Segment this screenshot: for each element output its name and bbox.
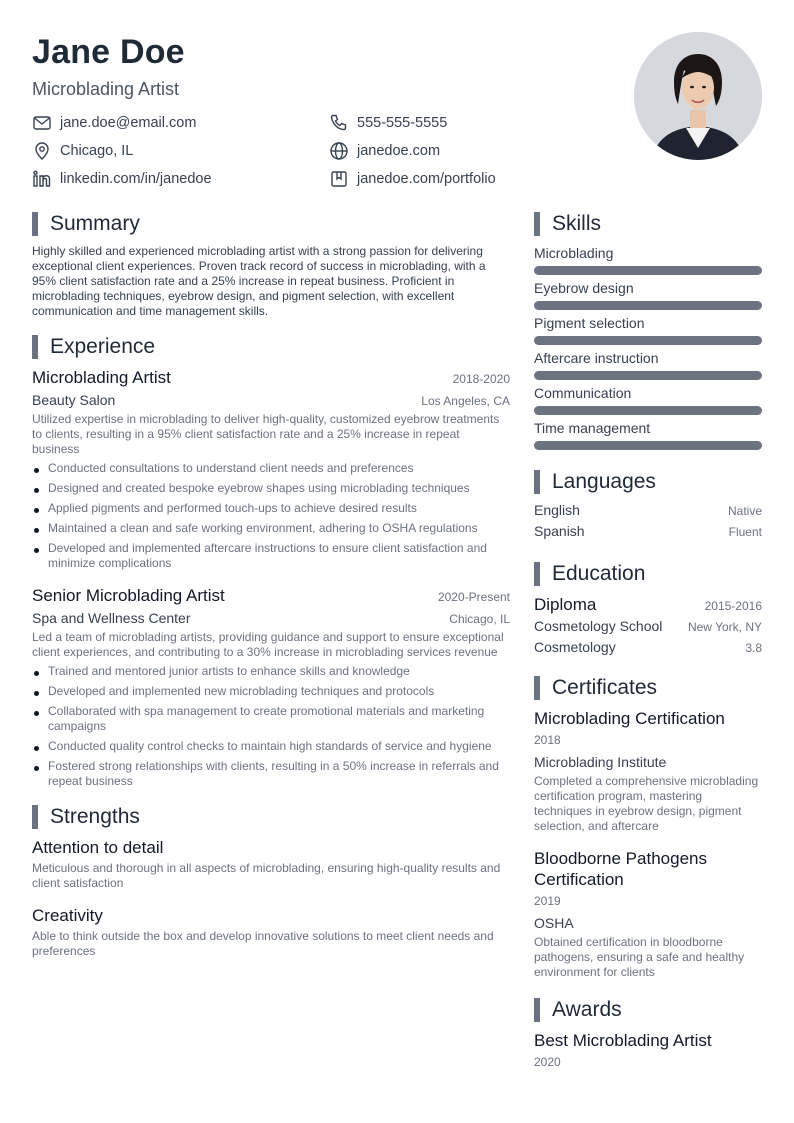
section-accent-bar <box>32 335 38 359</box>
strength-title: Creativity <box>32 906 103 925</box>
skill-item <box>534 384 762 415</box>
list-item: Collaborated with spa management to create promotional materials and marketing campaigns <box>32 704 510 734</box>
education-entry <box>534 594 762 658</box>
linkedin-icon <box>32 169 52 189</box>
job-dates: 2020-Present <box>437 590 510 604</box>
certificate-description: Completed a comprehensive microblading certification program, mastering techniques in eyebrow design, pigment selection, and aftercare <box>534 774 759 833</box>
list-item: Maintained a clean and safe working environment, adhering to OSHA regulations <box>32 521 510 536</box>
candidate-title: Microblading Artist <box>32 79 180 99</box>
contact-location <box>32 140 329 162</box>
job-bullets <box>32 461 510 571</box>
right-column <box>534 212 762 1070</box>
contact-website[interactable] <box>329 140 589 162</box>
skills-heading <box>534 212 762 236</box>
contact-phone[interactable] <box>329 112 589 134</box>
award-year: 2020 <box>534 1055 561 1069</box>
languages-heading-text: Languages <box>552 470 656 493</box>
language-row <box>534 502 762 523</box>
certificate-description: Obtained certification in bloodborne pathogens, ensuring a safe and healthy environment for clients <box>534 935 745 979</box>
strength-title: Attention to detail <box>32 838 164 857</box>
section-accent-bar <box>534 998 540 1022</box>
job-dates: 2018-2020 <box>452 372 510 386</box>
languages-list <box>534 502 762 544</box>
email-text: jane.doe@email.com <box>60 115 197 131</box>
left-column <box>32 212 510 959</box>
education-heading <box>534 562 762 586</box>
experience-heading <box>32 335 510 359</box>
strength-description: Meticulous and thorough in all aspects of microblading, ensuring high-quality results and client satisfaction <box>32 861 501 890</box>
list-item: Designed and created bespoke eyebrow shapes using microblading techniques <box>32 481 510 496</box>
skill-item <box>534 244 762 275</box>
contact-linkedin[interactable] <box>32 168 329 190</box>
award-title: Best Microblading Artist <box>534 1031 712 1050</box>
certificates-heading-text: Certificates <box>552 676 658 699</box>
experience-heading-text: Experience <box>50 335 156 358</box>
summary-text: Highly skilled and experienced microblading artist with a strong passion for delivering exceptional client experiences. Proven track record of success in microblading, with a 95% client satisfaction rate and a 25% increase in repeat business. Proficient in microblading techniques, eyebrow design, and pigment selection, with excellent communication and time management skills. <box>32 244 486 318</box>
job-title: Microblading Artist <box>32 368 171 387</box>
section-accent-bar <box>534 212 540 236</box>
skill-level-bar <box>534 301 762 310</box>
skill-item <box>534 419 762 450</box>
list-item: Developed and implemented new microblading techniques and protocols <box>32 684 510 699</box>
education-school: Cosmetology School <box>534 618 663 634</box>
education-degree: Diploma <box>534 595 597 614</box>
skill-item <box>534 279 762 310</box>
map-pin-icon <box>32 141 52 161</box>
portfolio-text: janedoe.com/portfolio <box>357 171 496 187</box>
summary-heading-text: Summary <box>50 212 140 235</box>
language-row <box>534 523 762 544</box>
awards-heading <box>534 998 762 1022</box>
list-item: Developed and implemented aftercare instructions to ensure client satisfaction and minimize complications <box>32 541 510 571</box>
bookmark-icon <box>329 169 349 189</box>
strengths-heading <box>32 805 510 829</box>
language-name: Spanish <box>534 523 585 539</box>
education-dates: 2015-2016 <box>704 599 762 613</box>
skill-name: Eyebrow design <box>534 280 634 296</box>
job-description: Utilized expertise in microblading to deliver high-quality, customized eyebrow treatments to clients, resulting in a 95% client satisfaction rate and a 25% increase in repeat business <box>32 412 500 456</box>
section-accent-bar <box>32 805 38 829</box>
contact-email[interactable] <box>32 112 329 134</box>
job-company: Spa and Wellness Center <box>32 610 191 626</box>
strengths-heading-text: Strengths <box>50 805 140 828</box>
phone-icon <box>329 113 349 133</box>
resume-header <box>32 32 632 190</box>
education-gpa: 3.8 <box>745 641 762 655</box>
certificate-title: Microblading Certification <box>534 709 725 728</box>
skill-level-bar <box>534 371 762 380</box>
profile-photo-illustration <box>634 32 762 160</box>
certificate-year: 2019 <box>534 894 561 908</box>
job-location: Los Angeles, CA <box>421 394 510 408</box>
list-item: Trained and mentored junior artists to enhance skills and knowledge <box>32 664 510 679</box>
skill-level-bar <box>534 336 762 345</box>
contact-list <box>32 112 632 190</box>
certificate-item <box>534 848 762 980</box>
contact-portfolio[interactable] <box>329 168 589 190</box>
linkedin-text: linkedin.com/in/janedoe <box>60 171 212 187</box>
section-accent-bar <box>32 212 38 236</box>
skill-name: Microblading <box>534 245 614 261</box>
section-accent-bar <box>534 676 540 700</box>
list-item: Conducted consultations to understand client needs and preferences <box>32 461 510 476</box>
language-level: Native <box>727 504 762 518</box>
job-location: Chicago, IL <box>449 612 510 626</box>
strength-description: Able to think outside the box and develop innovative solutions to meet client needs and preferences <box>32 929 494 958</box>
awards-heading-text: Awards <box>552 998 622 1021</box>
education-heading-text: Education <box>552 562 646 585</box>
list-item: Fostered strong relationships with clients, resulting in a 50% increase in referrals and repeat business <box>32 759 510 789</box>
globe-icon <box>329 141 349 161</box>
education-location: New York, NY <box>687 620 762 634</box>
website-text: janedoe.com <box>357 143 441 159</box>
skill-name: Communication <box>534 385 632 401</box>
skill-level-bar <box>534 406 762 415</box>
skill-level-bar <box>534 266 762 275</box>
certificate-org: OSHA <box>534 915 574 931</box>
skills-list <box>534 244 762 450</box>
job-company: Beauty Salon <box>32 392 116 408</box>
certificates-heading <box>534 676 762 700</box>
summary-heading <box>32 212 510 236</box>
language-level: Fluent <box>728 525 762 539</box>
education-field: Cosmetology <box>534 639 616 655</box>
job-bullets <box>32 664 510 789</box>
job-entry <box>32 367 510 571</box>
section-accent-bar <box>534 562 540 586</box>
location-text: Chicago, IL <box>60 143 134 159</box>
job-title: Senior Microblading Artist <box>32 586 225 605</box>
job-entry <box>32 585 510 789</box>
skill-name: Pigment selection <box>534 315 645 331</box>
award-item <box>534 1030 762 1070</box>
profile-photo <box>634 32 762 160</box>
section-accent-bar <box>534 470 540 494</box>
strength-item <box>32 837 510 891</box>
skill-level-bar <box>534 441 762 450</box>
skill-item <box>534 349 762 380</box>
candidate-name: Jane Doe <box>32 33 185 71</box>
skill-name: Time management <box>534 420 651 436</box>
skill-name: Aftercare instruction <box>534 350 659 366</box>
certificate-org: Microblading Institute <box>534 754 667 770</box>
certificate-year: 2018 <box>534 733 561 747</box>
skills-heading-text: Skills <box>552 212 602 235</box>
envelope-icon <box>32 113 52 133</box>
certificate-item <box>534 708 762 834</box>
phone-text: 555-555-5555 <box>357 115 448 131</box>
skill-item <box>534 314 762 345</box>
job-description: Led a team of microblading artists, providing guidance and support to ensure exceptional client experiences, and contributing to a 30% increase in microblading services revenue <box>32 630 504 659</box>
list-item: Applied pigments and performed touch-ups to achieve desired results <box>32 501 510 516</box>
language-name: English <box>534 502 580 518</box>
languages-heading <box>534 470 762 494</box>
certificate-title: Bloodborne Pathogens Certification <box>534 849 707 889</box>
strength-item <box>32 905 510 959</box>
list-item: Conducted quality control checks to maintain high standards of service and hygiene <box>32 739 510 754</box>
